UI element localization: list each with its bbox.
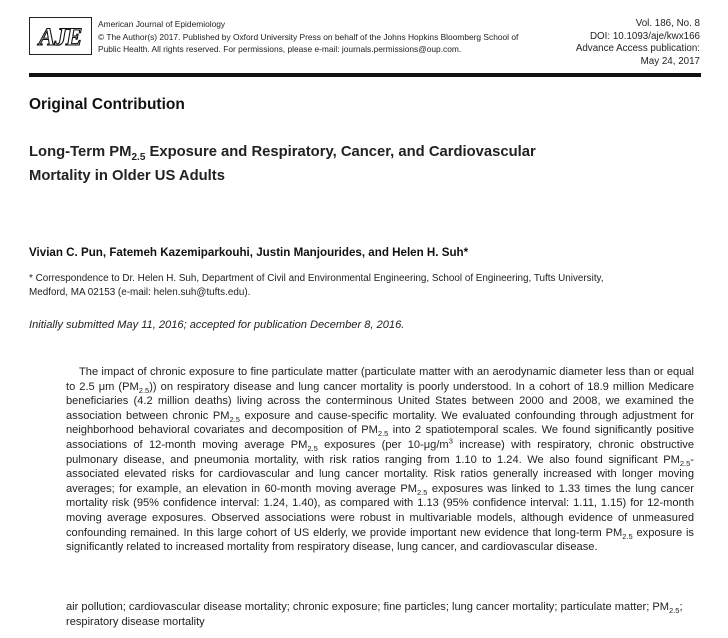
keywords: air pollution; cardiovascular disease mortality; chronic exposure; fine particles; lung cancer mortality; particulate matter; $PM_{2.5}$; respiratory disease mortality (66, 601, 683, 628)
correspondence-line-1: * Correspondence to Dr. Helen H. Suh, Department of Civil and Environmental Engineering, School of Engineering, Tufts University, (29, 273, 604, 284)
publication-date: May 24, 2017 (640, 55, 700, 67)
journal-logo (29, 17, 92, 55)
doi: DOI: 10.1093/aje/kwx166 (589, 30, 700, 42)
header-rule (29, 73, 701, 77)
issue-info (540, 18, 700, 68)
section-label: Original Contribution (29, 96, 185, 113)
advance-access-label: Advance Access publication: (575, 43, 700, 54)
abstract: The impact of chronic exposure to fine particulate matter (particulate matter with an aerodynamic diameter less than or equal to 2.5 μm $(PM_{2.5})$) on respiratory disease and lung cancer mortality is poorly understood. In a cohort of 18.9 million Medicare beneficiaries (4.2 million deaths) living across the conterminous United States between 2000 and 2008, we examined the association between chronic $PM_{2.5}$ exposure and cause-specific mortality. We evaluated confounding through adjustment for neighborhood behavioral covariates and decomposition of $PM_{2.5}$ into 2 spatiotemporal scales. We found significantly positive associations of 12-month moving average $PM_{2.5}$ exposures (per $10-\mu g/m^3$ increase) with respiratory, chronic obstructive pulmonary disease, and pneumonia mortality, with risk ratios ranging from 1.10 to 1.24. We also found significant $PM_{2.5}$-associated elevated risks for cardiovascular and lung cancer mortality. Risk ratios generally increased with longer moving averages; for example, an elevation in 60-month moving average $PM_{2.5}$ exposures was linked to 1.33 times the lung cancer mortality risk (95% confidence interval: 1.24, 1.40), as compared with 1.13 (95% confidence interval: 1.11, 1.15) for 12-month moving average exposures. Observed associations were robust in multivariable models, although evidence of unmeasured confounding remained. In this large cohort of US elderly, we provide important new evidence that long-term $PM_{2.5}$ exposure is significantly related to increased mortality from respiratory disease, lung cancer, and cardiovascular disease. (66, 366, 695, 554)
article-title (29, 143, 629, 185)
submission-dates: Initially submitted May 11, 2016; accepted for publication December 8, 2016. (29, 319, 405, 331)
author-list: Vivian C. Pun, Fatemeh Kazemiparkouhi, Justin Manjourides, and Helen H. Suh* (29, 246, 469, 259)
svg-text:AJE: AJE (38, 24, 82, 51)
journal-name: American Journal of Epidemiology (98, 19, 226, 29)
correspondence (29, 272, 709, 301)
copyright-line: © The Author(s) 2017. Published by Oxford University Press on behalf of the Johns Hopkins Bloomberg School of (98, 31, 519, 42)
title-line-2: Mortality in Older US Adults (29, 167, 225, 184)
permissions-line: Public Health. All rights reserved. For permissions, please e-mail: journals.permissions@oup.com. (98, 44, 462, 54)
correspondence-line-2: Medford, MA 02153 (e-mail: helen.suh@tufts.edu). (29, 287, 251, 299)
volume-number: Vol. 186, No. 8 (635, 18, 700, 29)
title-line-1: Long-Term $PM_{2.5}$ Exposure and Respiratory, Cancer, and Cardiovascular (29, 144, 536, 163)
journal-header (98, 18, 548, 56)
aje-logo-mark (30, 18, 90, 53)
